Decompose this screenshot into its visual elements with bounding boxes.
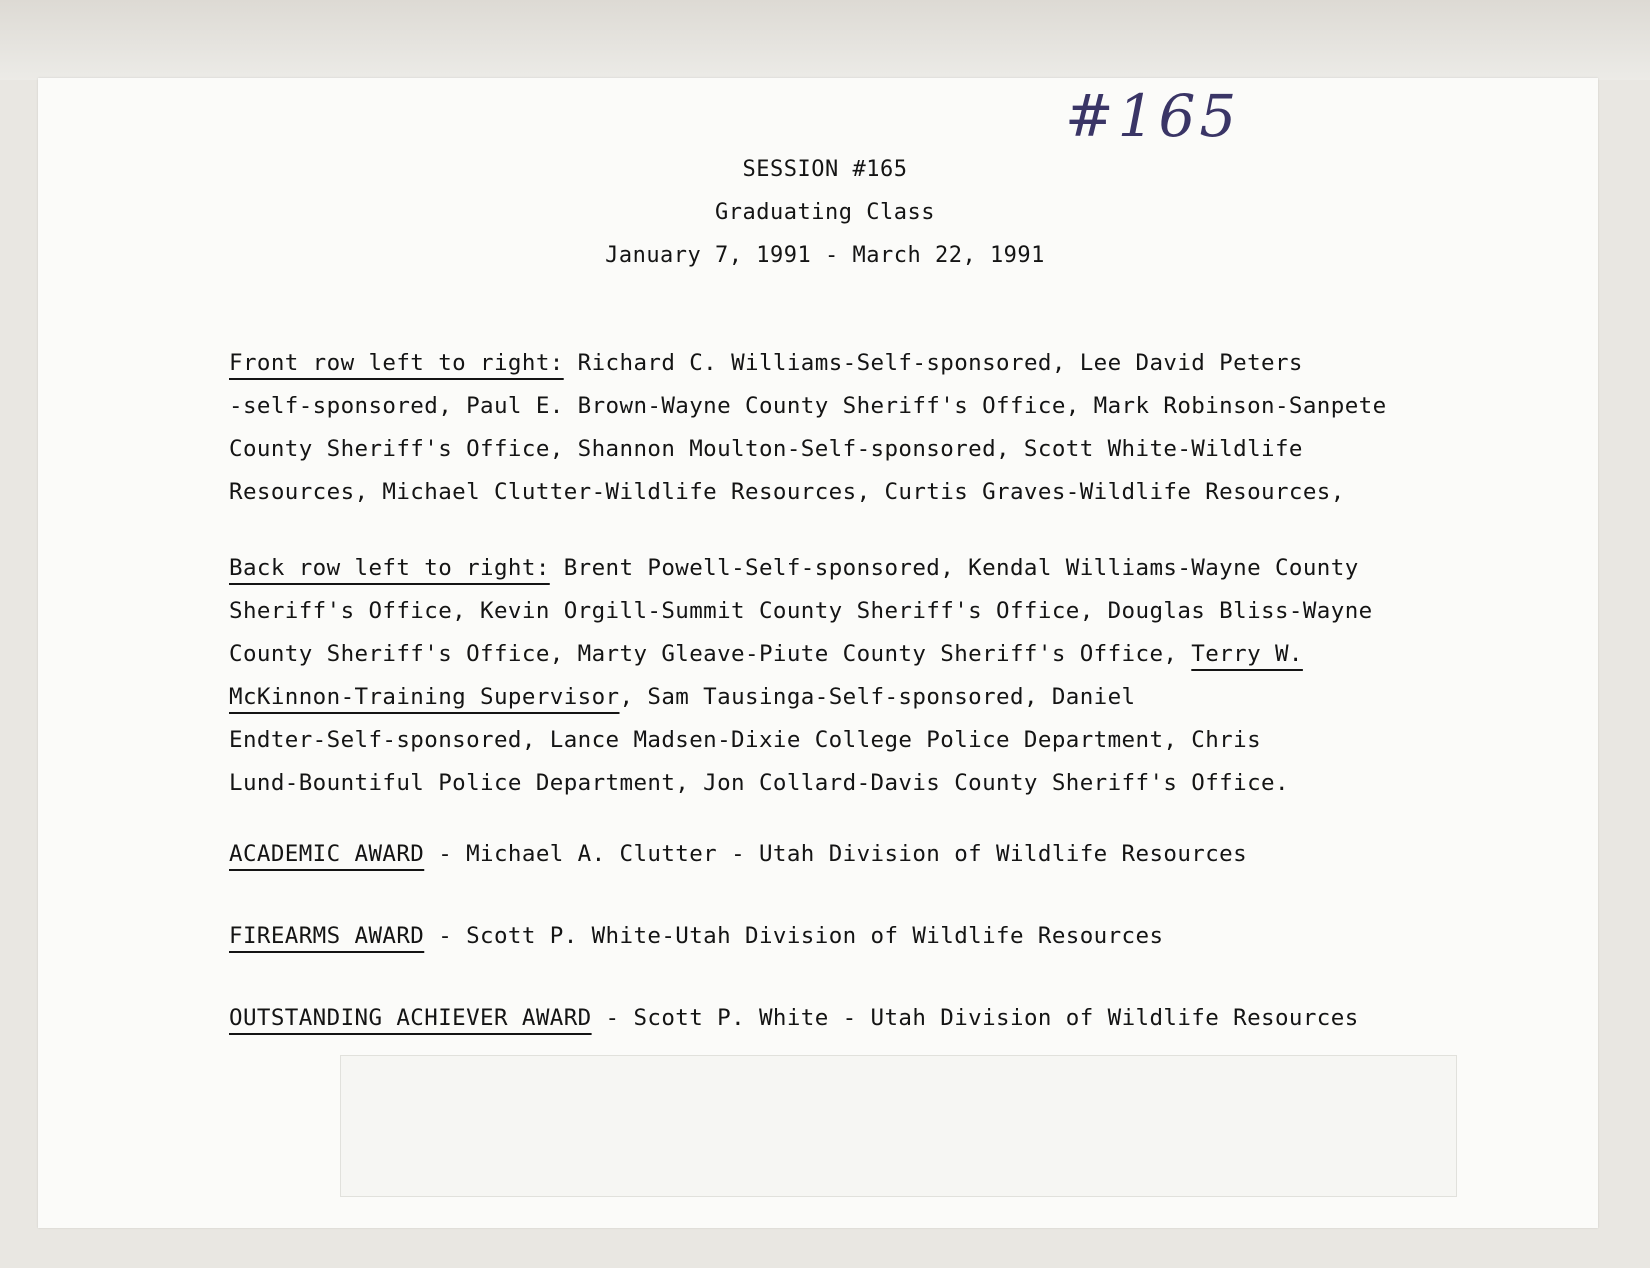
back-row-label: Back row left to right: bbox=[229, 555, 550, 581]
achiever-award-line bbox=[229, 997, 1459, 1040]
front-row-paragraph bbox=[229, 342, 1459, 514]
class-title: Graduating Class bbox=[715, 200, 935, 225]
firearms-award-line bbox=[229, 915, 1459, 958]
document-header bbox=[0, 148, 1650, 277]
training-supervisor-name: Terry W. McKinnon-Training Supervisor bbox=[229, 641, 1303, 710]
session-dates: January 7, 1991 - March 22, 1991 bbox=[605, 243, 1045, 268]
front-row-names: Richard C. Williams-Self-sponsored, Lee David Peters -self-sponsored, Paul E. Brown-Wayne County Sheriff's Office, Mark Robinson-Sanpete County Sheriff's Office, Shannon Moulton-Self-sponsored, Scott White-Wildlife Resources, Michael Clutter-Wildlife Resources, Curtis Graves-Wildlife Resources, bbox=[229, 350, 1387, 505]
scan-background bbox=[0, 0, 1650, 80]
academic-award-recipient: - Michael A. Clutter - Utah Division of Wildlife Resources bbox=[424, 841, 1248, 867]
back-row-paragraph bbox=[229, 547, 1459, 805]
firearms-award-title: FIREARMS AWARD bbox=[229, 923, 425, 949]
academic-award-title: ACADEMIC AWARD bbox=[229, 841, 425, 867]
achiever-award-title: OUTSTANDING ACHIEVER AWARD bbox=[229, 1005, 592, 1031]
back-row-names-part1: Brent Powell-Self-sponsored, Kendal Williams-Wayne County Sheriff's Office, Kevin Orgill-Summit County Sheriff's Office, Douglas Bliss-Wayne County Sheriff's Office, Marty Gleave-Piute County Sheriff's Office, bbox=[229, 555, 1373, 667]
achiever-award-recipient: - Scott P. White - Utah Division of Wildlife Resources bbox=[591, 1005, 1359, 1031]
front-row-label: Front row left to right: bbox=[229, 350, 564, 376]
academic-award-line bbox=[229, 833, 1459, 876]
paper-strip bbox=[340, 1055, 1457, 1197]
session-title: SESSION #165 bbox=[742, 157, 908, 182]
handwritten-session-number: #165 bbox=[1065, 82, 1241, 150]
firearms-award-recipient: - Scott P. White-Utah Division of Wildlife Resources bbox=[424, 923, 1164, 949]
back-row-names-part2: , Sam Tausinga-Self-sponsored, Daniel Endter-Self-sponsored, Lance Madsen-Dixie College Police Department, Chris Lund-Bountiful Police Department, Jon Collard-Davis County Sheriff's Office. bbox=[229, 684, 1289, 796]
